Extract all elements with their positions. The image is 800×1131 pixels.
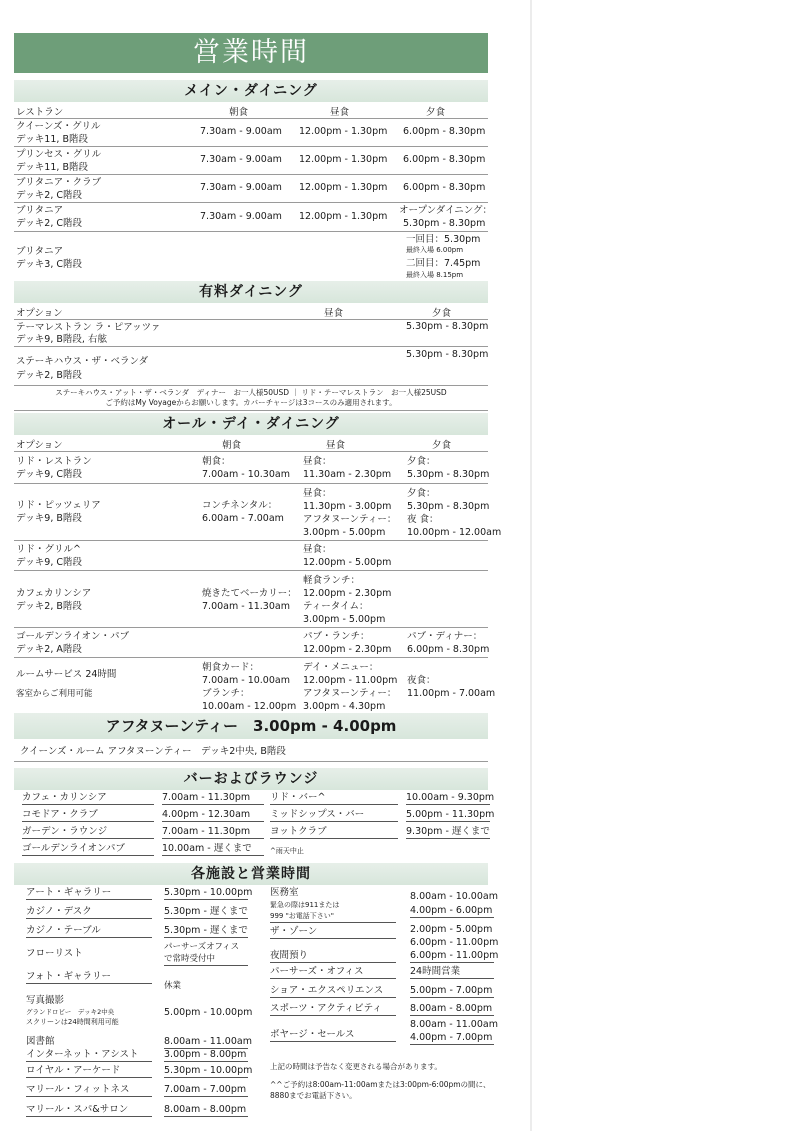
bar-name: ヨットクラブ — [270, 826, 398, 839]
restaurant-deck: デッキ3, C階段 — [16, 259, 83, 270]
breakfast-time: 7.30am - 9.00am — [200, 211, 282, 222]
lunch-time: 11.30am - 2.30pm — [303, 469, 392, 480]
dinner-time: 6.00pm - 8.30pm — [407, 644, 490, 655]
facility-name: カジノ・テーブル — [26, 925, 152, 938]
tea-time: 3.00pm - 5.00pm — [303, 527, 386, 538]
facility-name: ボヤージ・セールス — [270, 1029, 396, 1042]
table-row — [14, 541, 488, 571]
dinner-time: 5.30pm - 8.30pm — [407, 501, 490, 512]
bar-time: 9.30pm - 遅くまで — [406, 826, 490, 837]
main-dining-section — [14, 80, 493, 283]
facility-time-2: 4.00pm - 7.00pm — [410, 1032, 493, 1043]
bar-time: 5.00pm - 11.30pm — [406, 809, 495, 820]
restaurant-deck: デッキ2, C階段 — [16, 190, 83, 201]
facility-time: 5.30pm - 遅くまで — [164, 925, 248, 936]
restaurant-deck: デッキ2, B階段 — [16, 370, 82, 381]
bars-grid — [22, 792, 495, 862]
facility-name: スポーツ・アクティビティ — [270, 1003, 396, 1016]
facility-sub: スクリーンは24時間利用可能 — [26, 1018, 119, 1026]
lunch-label: 軽食ランチ： — [303, 575, 361, 586]
dinner-time: 5.30pm - 8.30pm — [406, 321, 489, 332]
tea-time: 3.00pm - 4.30pm — [303, 701, 386, 712]
note-line: ステーキハウス・アット・ザ・ベランダ ディナー お一人様50USD ｜ リド・テーマレストラン お一人様25USD — [55, 388, 447, 397]
paid-dining-header — [14, 303, 488, 320]
venue-deck: デッキ9, C階段 — [16, 469, 83, 480]
lunch-time: 12.00pm - 1.30pm — [299, 182, 388, 193]
facility-time: パーサーズオフィス — [164, 942, 240, 952]
paid-dining-heading: 有料ダイニング — [14, 281, 488, 303]
dinner-time: 5.30pm - 8.30pm — [407, 469, 490, 480]
table-row — [14, 147, 488, 175]
dinner-time: 6.00pm - 8.30pm — [403, 182, 486, 193]
bar-name: ミッドシップス・バー — [270, 809, 398, 822]
venue-name: カフェカリンシア — [16, 588, 92, 599]
facility-time: 8.00am - 8.00pm — [410, 1003, 493, 1014]
afternoon-tea-venue: クイーンズ・ルーム アフタヌーンティー デッキ2中央, B階段 — [14, 739, 488, 762]
facility-time: 6.00pm - 11.00pm — [410, 950, 499, 961]
bar-time: 10.00am - 9.30pm — [406, 792, 495, 803]
all-day-heading: オール・デイ・ダイニング — [14, 413, 488, 435]
lunch-time: 12.00pm - 5.00pm — [303, 557, 392, 568]
facility-time: 休業 — [164, 981, 182, 991]
facility-time: 8.00am - 10.00am — [410, 891, 498, 902]
restaurant-deck: デッキ2, C階段 — [16, 218, 83, 229]
facility-name: 写真撮影 — [26, 995, 65, 1006]
dinner-time: 6.00pm - 8.30pm — [403, 154, 486, 165]
facility-time: 5.30pm - 10.00pm — [164, 1065, 253, 1076]
bar-name: リド・バー^ — [270, 792, 398, 805]
venue-name: リド・ピッツェリア — [16, 500, 101, 511]
col-lunch: 昼食 — [326, 440, 346, 451]
dinner-time: 6.00pm - 8.30pm — [403, 126, 486, 137]
footnote: 上記の時間は予告なく変更される場合があります。 — [270, 1062, 442, 1071]
facility-time: 8.00am - 8.00pm — [164, 1104, 247, 1115]
table-row — [14, 320, 488, 347]
facility-time: 5.30pm - 遅くまで — [164, 906, 248, 917]
breakfast-label: 朝食カード： — [202, 662, 260, 673]
facility-time: 8.00am - 11.00am — [410, 1019, 498, 1030]
col-option: オプション — [16, 440, 63, 451]
bar-name: ゴールデンライオンパブ — [22, 843, 154, 856]
second-seating: 二回目：7.45pm — [406, 258, 481, 269]
bars-section — [14, 768, 488, 790]
facility-time-2: 4.00pm - 6.00pm — [410, 905, 493, 916]
afternoon-tea-section — [14, 713, 488, 762]
dinner-label: オープンダイニング： — [399, 205, 493, 216]
paid-dining-note — [14, 386, 488, 411]
table-row — [14, 119, 488, 147]
lunch-time: 12.00pm - 11.00pm — [303, 675, 398, 686]
facility-name: フローリスト — [26, 948, 83, 959]
breakfast-label: コンチネンタル： — [202, 500, 278, 511]
main-dining-header — [14, 102, 488, 119]
dinner-label: 夕食： — [407, 488, 436, 499]
venue-deck: デッキ2, A階段 — [16, 644, 82, 655]
facility-time: 5.00pm - 7.00pm — [410, 985, 493, 996]
footnote: 8880までお電話下さい。 — [270, 1091, 357, 1100]
bar-time: 10.00am - 遅くまで — [162, 843, 264, 856]
bar-name: カフェ・カリンシア — [22, 792, 154, 805]
table-row — [14, 232, 488, 283]
bar-time: 4.00pm - 12.30am — [162, 809, 264, 822]
facility-time-2: 6.00pm - 11.00pm — [410, 937, 499, 948]
lunch-time: 12.00pm - 2.30pm — [303, 644, 392, 655]
facility-name: 医務室 — [270, 887, 299, 898]
facility-time: 24時間営業 — [410, 966, 494, 979]
all-day-header — [14, 435, 488, 452]
breakfast-time: 7.30am - 9.00am — [200, 182, 282, 193]
main-dining-heading: メイン・ダイニング — [14, 80, 488, 102]
facility-name: カジノ・デスク — [26, 906, 152, 919]
facility-sub: 999 "お電話下さい" — [270, 910, 396, 923]
venue-deck: デッキ9, C階段 — [16, 557, 83, 568]
facility-name: マリール・スパ&サロン — [26, 1104, 152, 1117]
bar-name: コモドア・クラブ — [22, 809, 154, 822]
col-dinner: 夕食 — [432, 308, 452, 319]
table-row — [14, 571, 488, 628]
facility-name: 夜間預り — [270, 950, 396, 963]
facility-name: フォト・ギャラリー — [26, 971, 152, 984]
lunch-time: 12.00pm - 1.30pm — [299, 126, 388, 137]
lunch-time: 12.00pm - 1.30pm — [299, 211, 388, 222]
restaurant-name: ステーキハウス・ザ・ベランダ — [16, 356, 149, 367]
bar-name: ガーデン・ラウンジ — [22, 826, 154, 839]
breakfast-label: 朝食： — [202, 456, 231, 467]
restaurant-name: ブリタニア — [16, 246, 64, 257]
venue-deck: 客室からご利用可能 — [16, 689, 93, 699]
rain-note: ^雨天中止 — [270, 847, 304, 855]
col-dinner: 夕食 — [432, 440, 452, 451]
table-row — [14, 628, 488, 658]
breakfast-time: 7.30am - 9.00am — [200, 126, 282, 137]
lunch-label: 昼食： — [303, 456, 332, 467]
tea-time: 3.00pm - 5.00pm — [303, 614, 386, 625]
breakfast-time: 7.30am - 9.00am — [200, 154, 282, 165]
afternoon-tea-heading: アフタヌーンティー 3.00pm - 4.00pm — [14, 713, 488, 739]
first-seating-note: 最終入場 6.00pm — [406, 246, 464, 254]
page-fold — [530, 0, 532, 1131]
lunch-label: 昼食： — [303, 544, 332, 555]
col-restaurant: レストラン — [16, 107, 64, 118]
breakfast-time: 6.00am - 7.00am — [202, 513, 284, 524]
tea-label: ティータイム： — [303, 601, 369, 612]
venue-deck: デッキ9, B階段 — [16, 513, 82, 524]
second-seating-note: 最終入場 8.15pm — [406, 271, 464, 279]
lunch-time: 12.00pm - 1.30pm — [299, 154, 388, 165]
col-breakfast: 朝食 — [229, 107, 249, 118]
tea-label: アフタヌーンティー： — [303, 514, 397, 525]
facility-name: ショア・エクスペリエンス — [270, 985, 396, 998]
restaurant-deck: デッキ11, B階段 — [16, 134, 88, 145]
late-label: 夜 食： — [407, 514, 439, 525]
col-lunch: 昼食 — [330, 107, 350, 118]
restaurant-name: テーマレストラン ラ・ピアッツァ — [16, 322, 161, 333]
paid-dining-section — [14, 281, 488, 411]
brunch-label: ブランチ： — [202, 688, 250, 699]
lunch-label: デイ・メニュー： — [303, 662, 379, 673]
facility-name: アート・ギャラリー — [26, 887, 152, 900]
late-time: 10.00pm - 12.00am — [407, 527, 502, 538]
breakfast-time: 7.00am - 10.00am — [202, 675, 290, 686]
bar-time: 7.00am - 11.30pm — [162, 826, 264, 839]
breakfast-time: 7.00am - 11.30am — [202, 601, 290, 612]
restaurant-name: プリンセス・グリル — [16, 149, 102, 160]
facility-name: マリール・フィットネス — [26, 1084, 152, 1097]
table-row — [14, 452, 488, 484]
facility-time: 5.30pm - 10.00pm — [164, 887, 253, 898]
col-breakfast: 朝食 — [222, 440, 242, 451]
lunch-label: パブ・ランチ： — [303, 631, 370, 642]
lunch-time: 12.00pm - 2.30pm — [303, 588, 392, 599]
bars-heading: バーおよびラウンジ — [14, 768, 488, 790]
note-line: ご予約はMy Voyageからお願いします。カバーチャージは3コースのみ適用されます。 — [105, 398, 397, 407]
venue-deck: デッキ2, B階段 — [16, 601, 82, 612]
facility-time: 5.00pm - 10.00pm — [164, 1007, 253, 1018]
bar-time: 7.00am - 11.30pm — [162, 792, 264, 805]
restaurant-name: ブリタニア — [16, 205, 64, 216]
dinner-time: 5.30pm - 8.30pm — [403, 218, 486, 229]
facility-name: インターネット・アシスト — [26, 1049, 152, 1062]
first-seating: 一回目：5.30pm — [406, 234, 481, 245]
facility-name: ザ・ゾーン — [270, 926, 396, 939]
facility-name: ロイヤル・アーケード — [26, 1065, 152, 1078]
table-row — [14, 347, 488, 386]
restaurant-deck: デッキ9, B階段, 右舷 — [16, 334, 107, 345]
all-day-section — [14, 413, 502, 715]
late-time: 11.00pm - 7.00am — [407, 688, 496, 699]
facilities-grid — [22, 887, 499, 1123]
facility-time-2: で常時受付中 — [164, 953, 248, 966]
dinner-time: 5.30pm - 8.30pm — [406, 349, 489, 360]
dinner-label: 夕食： — [407, 456, 436, 467]
facilities-section — [14, 863, 488, 885]
late-label: 夜食： — [407, 675, 436, 686]
facilities-heading: 各施設と営業時間 — [14, 863, 488, 885]
table-row — [14, 658, 496, 715]
table-row — [14, 175, 488, 203]
col-lunch: 昼食 — [324, 308, 344, 319]
restaurant-name: ブリタニア・クラブ — [16, 177, 102, 188]
breakfast-time: 7.00am - 10.30am — [202, 469, 290, 480]
dinner-label: パブ・ディナー： — [407, 631, 483, 642]
facility-name: 図書館 — [26, 1036, 55, 1047]
table-row — [14, 203, 493, 232]
venue-name: リド・レストラン — [16, 456, 92, 467]
facility-sub: 緊急の際は911または — [270, 901, 340, 909]
facility-name: パーサーズ・オフィス — [270, 966, 396, 979]
facility-time: 3.00pm - 8.00pm — [164, 1049, 247, 1060]
lunch-time: 11.30pm - 3.00pm — [303, 501, 392, 512]
facility-time: 8.00am - 11.00am — [164, 1036, 252, 1047]
venue-name: リド・グリル^ — [16, 544, 81, 555]
col-dinner: 夕食 — [426, 107, 446, 118]
venue-name: ゴールデンライオン・パブ — [16, 631, 130, 642]
brunch-time: 10.00am - 12.00pm — [202, 701, 297, 712]
tea-label: アフタヌーンティー： — [303, 688, 397, 699]
table-row — [14, 484, 502, 541]
footnote: ^^ご予約は8:00am-11:00amまたは3:00pm-6:00pmの間に、 — [270, 1080, 491, 1089]
page-title: 営業時間 — [14, 33, 488, 73]
facility-sub: グランドロビー デッキ2中央 — [26, 1008, 115, 1016]
facility-time: 2.00pm - 5.00pm — [410, 924, 493, 935]
venue-name: ルームサービス 24時間 — [16, 669, 117, 680]
breakfast-label: 焼きたてベーカリー： — [202, 588, 297, 599]
col-option: オプション — [16, 308, 63, 319]
lunch-label: 昼食： — [303, 488, 332, 499]
facility-time: 7.00am - 7.00pm — [164, 1084, 247, 1095]
restaurant-name: クイーンズ・グリル — [16, 121, 101, 132]
restaurant-deck: デッキ11, B階段 — [16, 162, 88, 173]
